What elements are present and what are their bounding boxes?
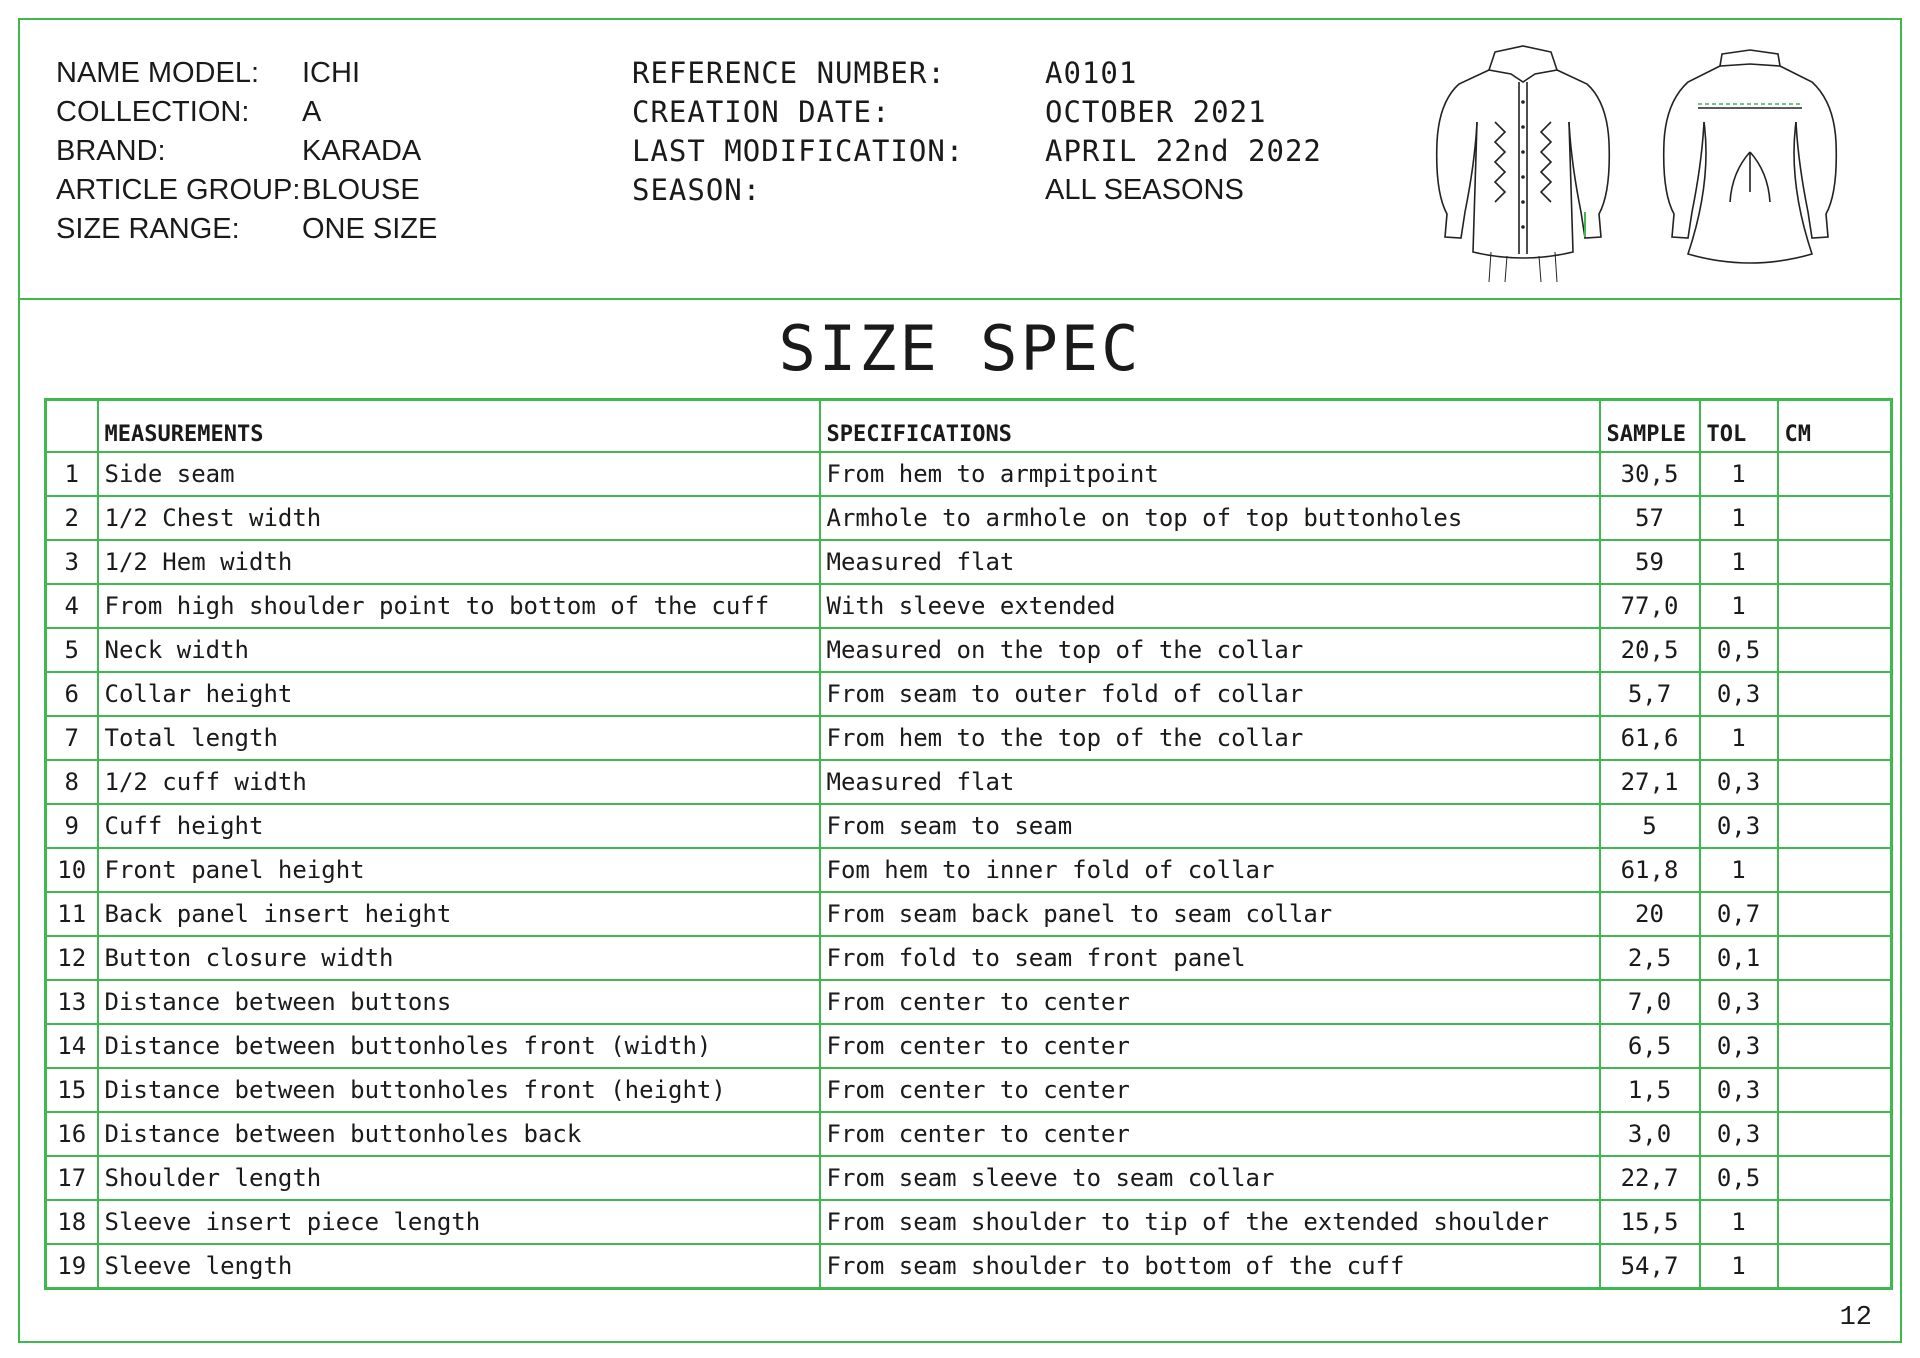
cm-cell	[1778, 1244, 1892, 1289]
measurement-cell: Cuff height	[98, 804, 820, 848]
specification-cell: From seam back panel to seam collar	[820, 892, 1600, 936]
sample-cell: 54,7	[1600, 1244, 1700, 1289]
sample-cell: 77,0	[1600, 584, 1700, 628]
brand-value: KARADA	[302, 135, 422, 167]
row-number: 6	[46, 672, 98, 716]
specification-cell: Fom hem to inner fold of collar	[820, 848, 1600, 892]
sample-cell: 1,5	[1600, 1068, 1700, 1112]
row-number: 12	[46, 936, 98, 980]
cm-cell	[1778, 1068, 1892, 1112]
sample-cell: 20	[1600, 892, 1700, 936]
header-number	[46, 400, 98, 453]
sample-cell: 5,7	[1600, 672, 1700, 716]
measurement-cell: Sleeve length	[98, 1244, 820, 1289]
measurement-cell: 1/2 Chest width	[98, 496, 820, 540]
cm-cell	[1778, 980, 1892, 1024]
cm-cell	[1778, 1112, 1892, 1156]
table-row	[46, 936, 1892, 980]
sample-cell: 61,8	[1600, 848, 1700, 892]
cm-cell	[1778, 1200, 1892, 1244]
tol-cell: 1	[1700, 540, 1778, 584]
specification-cell: From center to center	[820, 1068, 1600, 1112]
specification-cell: From seam to seam	[820, 804, 1600, 848]
cm-cell	[1778, 628, 1892, 672]
cm-cell	[1778, 452, 1892, 496]
table-row	[46, 628, 1892, 672]
tol-cell: 0,5	[1700, 628, 1778, 672]
table-row	[46, 1068, 1892, 1112]
measurement-cell: Back panel insert height	[98, 892, 820, 936]
specification-cell: From seam shoulder to bottom of the cuff	[820, 1244, 1600, 1289]
sample-cell: 59	[1600, 540, 1700, 584]
cm-cell	[1778, 1156, 1892, 1200]
sample-cell: 2,5	[1600, 936, 1700, 980]
row-number: 15	[46, 1068, 98, 1112]
specification-cell: Measured flat	[820, 760, 1600, 804]
season-value: ALL SEASONS	[1045, 174, 1244, 206]
measurement-cell: Total length	[98, 716, 820, 760]
measurement-cell: Distance between buttons	[98, 980, 820, 1024]
measurement-cell: Front panel height	[98, 848, 820, 892]
row-number: 1	[46, 452, 98, 496]
specification-cell: From fold to seam front panel	[820, 936, 1600, 980]
measurement-cell: Button closure width	[98, 936, 820, 980]
cm-cell	[1778, 804, 1892, 848]
measurement-cell: Collar height	[98, 672, 820, 716]
tol-cell: 0,3	[1700, 1112, 1778, 1156]
tol-cell: 1	[1700, 716, 1778, 760]
page-number: 12	[1839, 1303, 1872, 1333]
table-row	[46, 980, 1892, 1024]
tol-cell: 1	[1700, 1244, 1778, 1289]
specification-cell: From hem to armpitpoint	[820, 452, 1600, 496]
tol-cell: 1	[1700, 848, 1778, 892]
table-row	[46, 1024, 1892, 1068]
specification-cell: From center to center	[820, 1112, 1600, 1156]
header-panel	[20, 20, 1900, 300]
cm-cell	[1778, 584, 1892, 628]
cm-cell	[1778, 892, 1892, 936]
table-row	[46, 1112, 1892, 1156]
table-row	[46, 892, 1892, 936]
table-row	[46, 672, 1892, 716]
measurement-cell: Distance between buttonholes front (width)	[98, 1024, 820, 1068]
row-number: 8	[46, 760, 98, 804]
specification-cell: Measured flat	[820, 540, 1600, 584]
article-group-value: BLOUSE	[302, 174, 420, 206]
row-number: 14	[46, 1024, 98, 1068]
sample-cell: 7,0	[1600, 980, 1700, 1024]
size-range-value: ONE SIZE	[302, 213, 438, 245]
size-spec-table	[44, 398, 1893, 1290]
sample-cell: 27,1	[1600, 760, 1700, 804]
row-number: 11	[46, 892, 98, 936]
specification-cell: From seam to outer fold of collar	[820, 672, 1600, 716]
row-number: 19	[46, 1244, 98, 1289]
header-measurements: MEASUREMENTS	[98, 400, 820, 453]
table-row	[46, 452, 1892, 496]
collection-label: COLLECTION:	[56, 96, 250, 128]
table-row	[46, 540, 1892, 584]
row-number: 2	[46, 496, 98, 540]
row-number: 5	[46, 628, 98, 672]
sample-cell: 6,5	[1600, 1024, 1700, 1068]
specification-cell: From seam sleeve to seam collar	[820, 1156, 1600, 1200]
cm-cell	[1778, 1024, 1892, 1068]
header-sample: SAMPLE	[1600, 400, 1700, 453]
row-number: 13	[46, 980, 98, 1024]
measurement-cell: Neck width	[98, 628, 820, 672]
specification-cell: From center to center	[820, 980, 1600, 1024]
tol-cell: 0,3	[1700, 1024, 1778, 1068]
blouse-back-sketch-icon	[1652, 42, 1847, 287]
header-tol: TOL	[1700, 400, 1778, 453]
name-model-value: ICHI	[302, 57, 360, 89]
specification-cell: From hem to the top of the collar	[820, 716, 1600, 760]
reference-number-value: A0101	[1045, 56, 1138, 90]
tol-cell: 1	[1700, 1200, 1778, 1244]
tol-cell: 1	[1700, 496, 1778, 540]
creation-date-value: OCTOBER 2021	[1045, 95, 1267, 129]
cm-cell	[1778, 848, 1892, 892]
table-row	[46, 716, 1892, 760]
size-range-label: SIZE RANGE:	[56, 213, 240, 245]
cm-cell	[1778, 496, 1892, 540]
table-row	[46, 848, 1892, 892]
table-row	[46, 804, 1892, 848]
measurement-cell: Sleeve insert piece length	[98, 1200, 820, 1244]
table-row	[46, 1244, 1892, 1289]
last-modification-value: APRIL 22nd 2022	[1045, 134, 1322, 168]
row-number: 4	[46, 584, 98, 628]
tol-cell: 0,3	[1700, 1068, 1778, 1112]
row-number: 7	[46, 716, 98, 760]
measurement-cell: 1/2 cuff width	[98, 760, 820, 804]
specification-cell: Armhole to armhole on top of top buttonholes	[820, 496, 1600, 540]
table-row	[46, 584, 1892, 628]
collection-value: A	[302, 96, 322, 128]
table-row	[46, 1156, 1892, 1200]
specification-cell: From center to center	[820, 1024, 1600, 1068]
brand-label: BRAND:	[56, 135, 166, 167]
row-number: 18	[46, 1200, 98, 1244]
sample-cell: 15,5	[1600, 1200, 1700, 1244]
header-specifications: SPECIFICATIONS	[820, 400, 1600, 453]
specification-cell: From seam shoulder to tip of the extended shoulder	[820, 1200, 1600, 1244]
tol-cell: 1	[1700, 452, 1778, 496]
tol-cell: 0,3	[1700, 804, 1778, 848]
cm-cell	[1778, 540, 1892, 584]
last-modification-label: LAST MODIFICATION:	[632, 134, 965, 168]
tol-cell: 0,3	[1700, 980, 1778, 1024]
tol-cell: 0,1	[1700, 936, 1778, 980]
tol-cell: 0,5	[1700, 1156, 1778, 1200]
page-title: SIZE SPEC	[778, 312, 1142, 385]
tol-cell: 0,3	[1700, 672, 1778, 716]
tol-cell: 0,3	[1700, 760, 1778, 804]
tol-cell: 0,7	[1700, 892, 1778, 936]
sample-cell: 20,5	[1600, 628, 1700, 672]
row-number: 17	[46, 1156, 98, 1200]
measurement-cell: Distance between buttonholes front (height)	[98, 1068, 820, 1112]
header-cm: CM	[1778, 400, 1892, 453]
tol-cell: 1	[1700, 584, 1778, 628]
name-model-label: NAME MODEL:	[56, 57, 260, 89]
table-row	[46, 1200, 1892, 1244]
row-number: 10	[46, 848, 98, 892]
measurement-cell: Distance between buttonholes back	[98, 1112, 820, 1156]
table-row	[46, 760, 1892, 804]
sample-cell: 22,7	[1600, 1156, 1700, 1200]
cm-cell	[1778, 760, 1892, 804]
sample-cell: 30,5	[1600, 452, 1700, 496]
blouse-front-sketch-icon	[1425, 42, 1620, 287]
row-number: 16	[46, 1112, 98, 1156]
sample-cell: 61,6	[1600, 716, 1700, 760]
measurement-cell: 1/2 Hem width	[98, 540, 820, 584]
sample-cell: 57	[1600, 496, 1700, 540]
table-row	[46, 496, 1892, 540]
specification-cell: With sleeve extended	[820, 584, 1600, 628]
creation-date-label: CREATION DATE:	[632, 95, 891, 129]
measurement-cell: From high shoulder point to bottom of the cuff	[98, 584, 820, 628]
sample-cell: 5	[1600, 804, 1700, 848]
row-number: 9	[46, 804, 98, 848]
specification-cell: Measured on the top of the collar	[820, 628, 1600, 672]
table-header-row	[46, 400, 1892, 453]
reference-number-label: REFERENCE NUMBER:	[632, 56, 946, 90]
measurement-cell: Side seam	[98, 452, 820, 496]
cm-cell	[1778, 936, 1892, 980]
cm-cell	[1778, 672, 1892, 716]
spec-sheet	[18, 18, 1902, 1343]
measurement-cell: Shoulder length	[98, 1156, 820, 1200]
season-label: SEASON:	[632, 173, 762, 207]
sample-cell: 3,0	[1600, 1112, 1700, 1156]
row-number: 3	[46, 540, 98, 584]
cm-cell	[1778, 716, 1892, 760]
article-group-label: ARTICLE GROUP:	[56, 174, 301, 206]
